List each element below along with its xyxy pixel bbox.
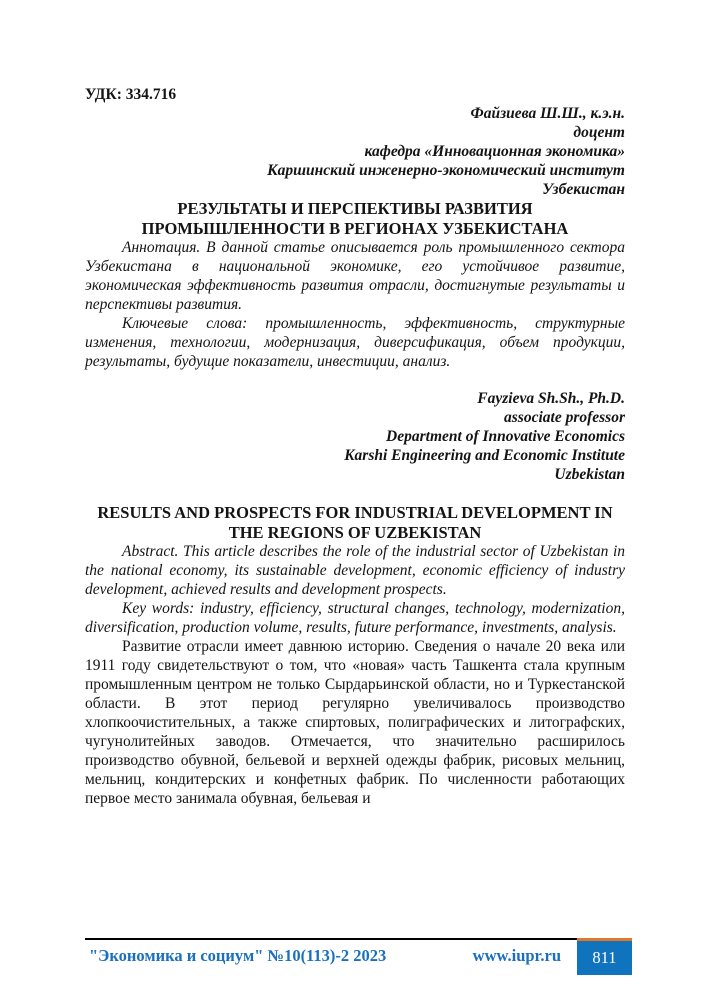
page-footer (85, 938, 632, 975)
article-content (85, 85, 625, 808)
journal-title: "Экономика и социум" №10(113)-2 2023 (89, 946, 387, 965)
journal-website-link[interactable]: www.iupr.ru (472, 946, 561, 965)
article-title-russian: РЕЗУЛЬТАТЫ И ПЕРСПЕКТИВЫ РАЗВИТИЯ ПРОМЫШЛЕННОСТИ В РЕГИОНАХ УЗБЕКИСТАНА (141, 199, 569, 238)
footer-rule-bar (85, 938, 577, 975)
author-block-english: Fayzieva Sh.Sh., Ph.D. associate professor Department of Innovative Economics Karshi Engineering and Economic Institute Uzbekistan (344, 390, 625, 483)
author-block-russian: Файзиева Ш.Ш., к.э.н. доцент кафедра «Инновационная экономика» Каршинский инженерно-экономический институт Узбекистан (267, 105, 625, 198)
article-title-english: RESULTS AND PROSPECTS FOR INDUSTRIAL DEVELOPMENT IN THE REGIONS OF UZBEKISTAN (97, 503, 613, 542)
abstract-english: Abstract. This article describes the role of the industrial sector of Uzbekistan in the national economy, its sustainable development, economic efficiency of industry development, achieved results and development prospects. (85, 543, 625, 598)
udc-code: УДК: 334.716 (85, 86, 177, 103)
keywords-russian: Ключевые слова: промышленность, эффективность, структурные изменения, технологии, модернизация, диверсификация, объем продукции, результаты, будущие показатели, инвестиции, анализ. (85, 315, 625, 370)
abstract-russian: Аннотация. В данной статье описывается роль промышленного сектора Узбекистана в национальной экономике, его устойчивое развитие, экономическая эффективность развития отрасли, достигнутые результаты и перспективы развития. (85, 239, 625, 313)
page-number-badge: 811 (577, 938, 632, 975)
body-paragraph: Развитие отрасли имеет давнюю историю. Сведения о начале 20 века или 1911 году свидетельствуют о том, что «новая» часть Ташкента стала крупным промышленным центром не только Сырдарьинской области, но и Туркестанской области. В этот период регулярно увеличивалось производство хлопкоочистительных, а также спиртовых, полиграфических и литографских, чугунолитейных заводов. Отмечается, что значительно расширилось производство обувной, бельевой и верхней одежды фабрик, рисовых мельниц, мельниц, кондитерских и конфетных фабрик. По численности работающих первое место занимала обувная, бельевая и (85, 638, 625, 807)
keywords-english: Key words: industry, efficiency, structural changes, technology, modernization, diversification, production volume, results, future performance, investments, analysis. (85, 600, 625, 636)
